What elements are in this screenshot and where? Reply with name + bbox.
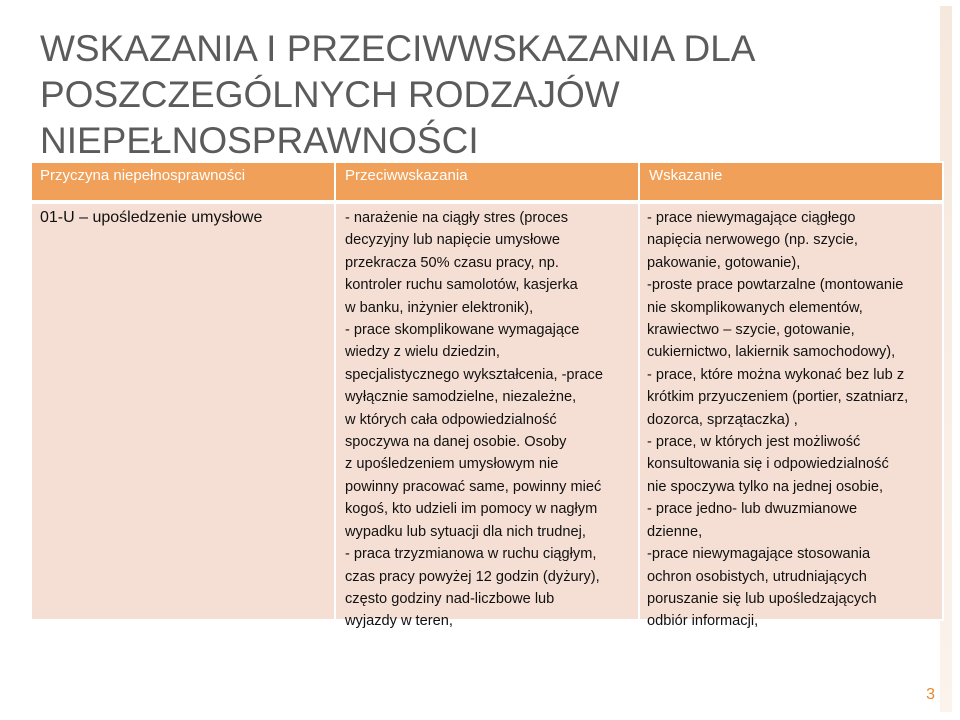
contraindication-line: spoczywa na danej osobie. Osoby <box>345 434 567 451</box>
column-divider <box>638 163 640 619</box>
indication-line: - prace, w których jest możliwość <box>647 434 861 451</box>
indication-line: - prace, które można wykonać bez lub z <box>647 366 905 383</box>
contraindication-line: wypadku lub sytuacji dla nich trudnej, <box>345 523 586 540</box>
indication-line: krótkim przyuczeniem (portier, szatniarz, <box>647 389 909 406</box>
page-number: 3 <box>926 686 935 703</box>
indication-line: konsultowania się i odpowiedzialność <box>647 456 889 473</box>
contraindication-line: powinny pracować same, powinny mieć <box>345 478 602 495</box>
header-indications: Wskazanie <box>649 167 723 184</box>
indication-line: odbiór informacji, <box>647 613 759 630</box>
cell-indications <box>647 207 939 633</box>
slide-title <box>40 26 800 164</box>
indication-line: dzienne, <box>647 523 703 540</box>
contraindication-line: - praca trzyzmianowa w ruchu ciągłym, <box>345 546 597 563</box>
indication-line: napięcia nerwowego (np. szycie, <box>647 232 858 249</box>
indication-line: pakowanie, gotowanie), <box>647 254 801 271</box>
cause-text: 01-U – upośledzenie umysłowe <box>40 209 263 226</box>
title-line-3: NIEPEŁNOSPRAWNOŚCI <box>40 120 479 161</box>
cell-contraindications <box>345 207 635 633</box>
table-header-row <box>32 163 942 204</box>
contraindication-line: przekracza 50% czasu pracy, np. <box>345 254 559 271</box>
contraindication-line: z upośledzeniem umysłowym nie <box>345 456 559 473</box>
contraindication-line: specjalistycznego wykształcenia, -prace <box>345 366 603 383</box>
contraindication-line: często godziny nad-liczbowe lub <box>345 590 555 607</box>
contraindication-line: w banku, inżynier elektronik), <box>345 299 534 316</box>
indication-line: nie skomplikowanych elementów, <box>647 299 863 316</box>
contraindication-line: - prace skomplikowane wymagające <box>345 322 580 339</box>
contraindication-line: decyzyjny lub napięcie umysłowe <box>345 232 560 249</box>
contraindication-line: w których cała odpowiedzialność <box>345 411 557 428</box>
contraindication-line: - narażenie na ciągły stres (proces <box>345 210 569 226</box>
contraindication-line: czas pracy powyżej 12 godzin (dyżury), <box>345 568 600 585</box>
indication-line: ochron osobistych, utrudniających <box>647 568 867 585</box>
contraindication-line: wyjazdy w teren, <box>345 613 453 630</box>
title-line-1: WSKAZANIA I PRZECIWWSKAZANIA DLA <box>40 28 756 69</box>
cell-cause <box>40 207 330 229</box>
header-cause: Przyczyna niepełnosprawności <box>40 167 246 184</box>
indication-line: cukiernictwo, lakiernik samochodowy), <box>647 344 896 361</box>
contraindication-line: kogoś, kto udzieli im pomocy w nagłym <box>345 501 598 518</box>
indication-line: - prace jedno- lub dwuzmianowe <box>647 501 858 518</box>
header-contraindications: Przeciwwskazania <box>345 167 468 184</box>
column-divider <box>334 163 336 619</box>
indication-line: krawiectwo – szycie, gotowanie, <box>647 322 855 339</box>
title-line-2: POSZCZEGÓLNYCH RODZAJÓW <box>40 74 620 115</box>
indication-line: -prace niewymagające stosowania <box>647 546 871 563</box>
contraindication-line: wyłącznie samodzielne, niezależne, <box>345 389 577 406</box>
contraindication-line: wiedzy z wielu dziedzin, <box>345 344 500 361</box>
indication-line: dozorca, sprzątaczka) , <box>647 411 798 428</box>
contraindication-line: kontroler ruchu samolotów, kasjerka <box>345 277 578 294</box>
indication-line: nie spoczywa tylko na jednej osobie, <box>647 478 884 495</box>
indication-line: poruszanie się lub upośledzających <box>647 590 877 607</box>
indications-table <box>30 161 944 630</box>
indication-line: -proste prace powtarzalne (montowanie <box>647 277 904 294</box>
indication-line: - prace niewymagające ciągłego <box>647 210 856 226</box>
